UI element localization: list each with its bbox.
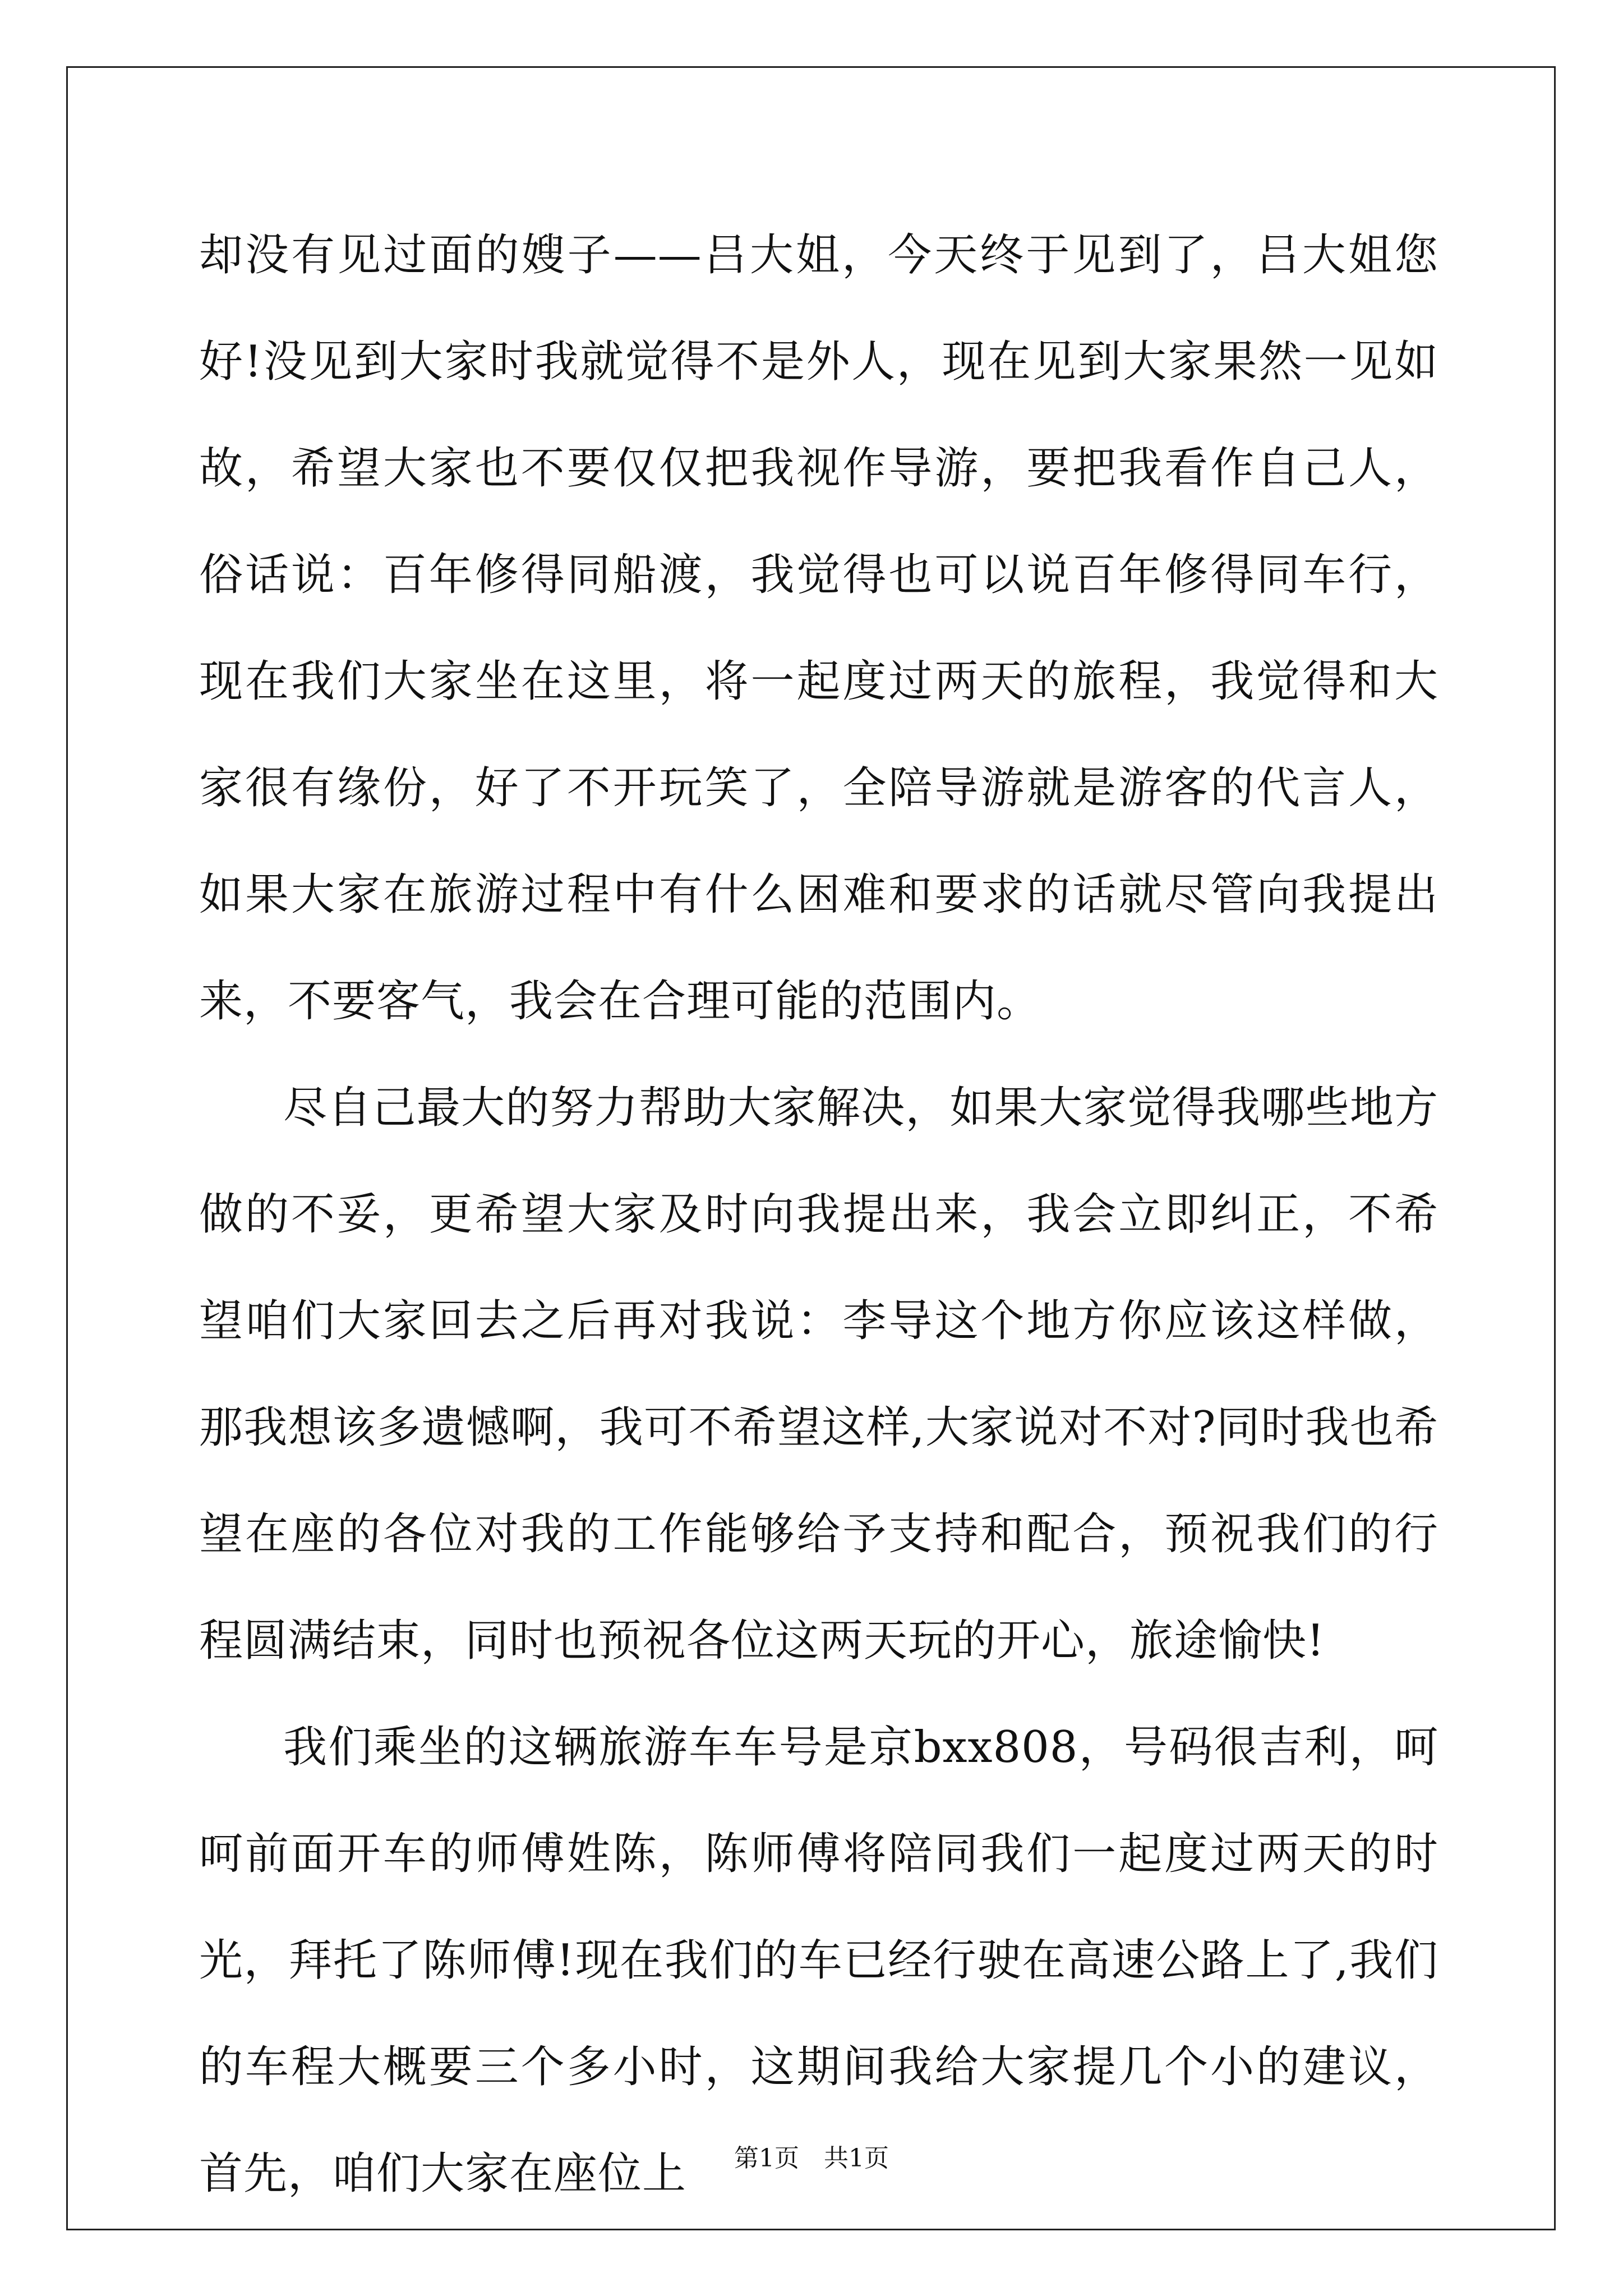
paragraph-3: 我们乘坐的这辆旅游车车号是京bxx808，号码很吉利，呵呵前面开车的师傅姓陈，陈师傅将陪同我们一起度过两天的时光，拜托了陈师傅!现在我们的车已经行驶在高速公路上了,我们的车程大概要三个多小时，这期间我给大家提几个小的建议，首先，咱们大家在座位上 — [199, 1722, 1438, 2199]
page-footer: 第1页 共1页 — [734, 2144, 889, 2173]
paragraph-2: 尽自己最大的努力帮助大家解决，如果大家觉得我哪些地方做的不妥，更希望大家及时向我提出来，我会立即纠正，不希望咱们大家回去之后再对我说：李导这个地方你应该这样做，那我想该多遗憾啊，我可不希望这样,大家说对不对?同时我也希望在座的各位对我的工作能够给予支持和配合，预祝我们的行程圆满结束，同时也预祝各位这两天玩的开心，旅途愉快! — [199, 1083, 1438, 1666]
document-body — [199, 202, 1438, 2227]
paragraph-1: 却没有见过面的嫂子——吕大姐，今天终于见到了，吕大姐您好!没见到大家时我就觉得不是外人，现在见到大家果然一见如故，希望大家也不要仅仅把我视作导游，要把我看作自己人，俗话说：百年修得同船渡，我觉得也可以说百年修得同车行，现在我们大家坐在这里，将一起度过两天的旅程，我觉得和大家很有缘份，好了不开玩笑了，全陪导游就是游客的代言人，如果大家在旅游过程中有什么困难和要求的话就尽管向我提出来，不要客气，我会在合理可能的范围内。 — [199, 230, 1438, 1027]
